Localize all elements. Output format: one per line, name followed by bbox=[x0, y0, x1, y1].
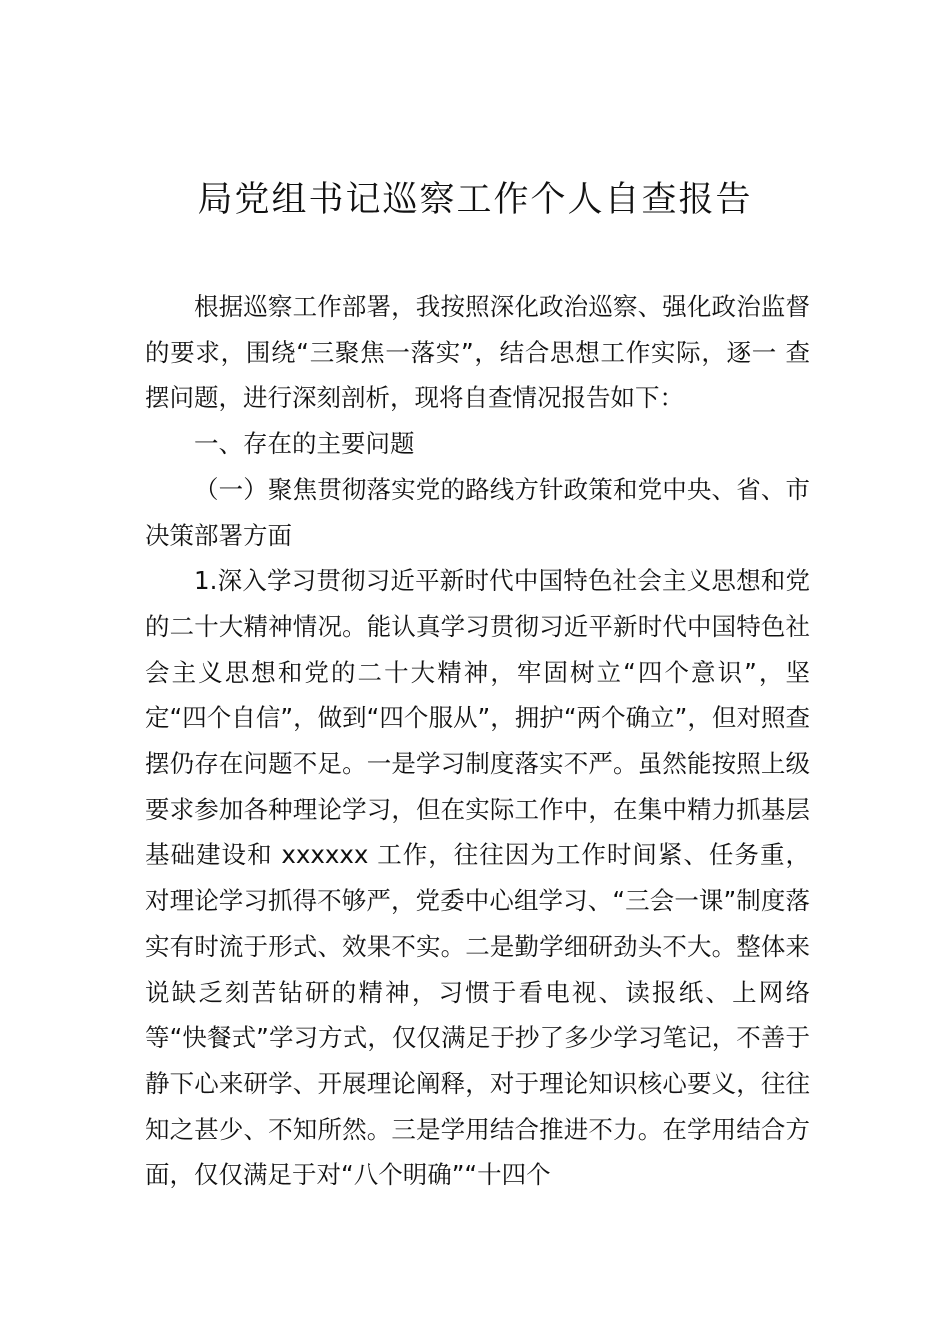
document-body bbox=[145, 284, 810, 1198]
document-title: 局党组书记巡察工作个人自查报告 bbox=[197, 180, 753, 220]
body-paragraph: 1.深入学习贯彻习近平新时代中国特色社会主义思想和党的二十大精神情况。能认真学习贯彻习近平新时代中国特色社会主义思想和党的二十大精神，牢固树立“四个意识”，坚定“四个自信”，做到“四个服从”，拥护“两个确立”，但对照查摆仍存在问题不足。一是学习制度落实不严。虽然能按照上级要求参加各种理论学习，但在实际工作中，在集中精力抓基层基础建设和 xxxxxx 工作，往往因为工作时间紧、任务重，对理论学习抓得不够严，党委中心组学习、“三会一课”制度落实有时流于形式、效果不实。二是勤学细研劲头不大。整体来说缺乏刻苦钻研的精神，习惯于看电视、读报纸、上网络等“快餐式”学习方式，仅仅满足于抄了多少学习笔记，不善于静下心来研学、开展理论阐释，对于理论知识核心要义，往往知之甚少、不知所然。三是学用结合推进不力。在学用结合方面，仅仅满足于对“八个明确”“十四个 bbox=[145, 566, 810, 1190]
intro-paragraph: 根据巡察工作部署，我按照深化政治巡察、强化政治监督的要求，围绕“三聚焦一落实”，结合思想工作实际，逐一 查摆问题，进行深刻剖析，现将自查情况报告如下： bbox=[145, 292, 810, 413]
subsection-heading: （一）聚焦贯彻落实党的路线方针政策和党中央、省、市决策部署方面 bbox=[145, 474, 810, 550]
section-heading: 一、存在的主要问题 bbox=[194, 429, 415, 459]
